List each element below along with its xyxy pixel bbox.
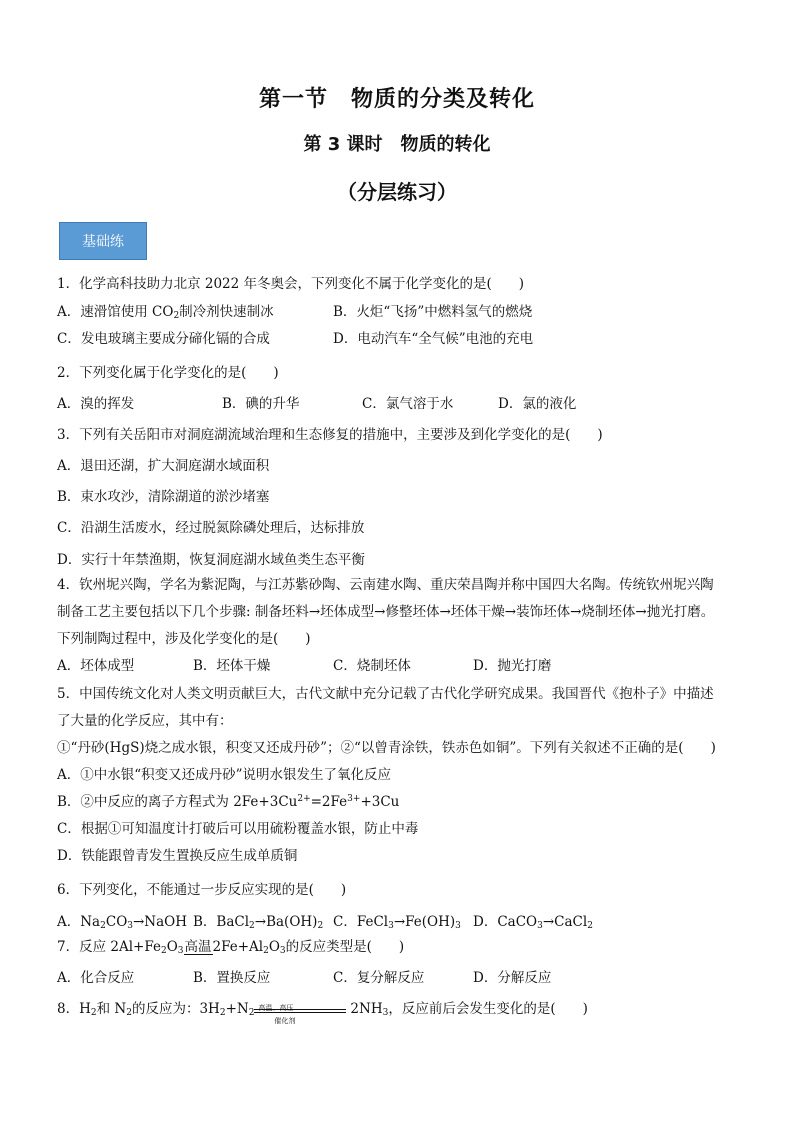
question-7-option-d: D．分解反应 xyxy=(473,970,552,986)
question-5-line-2: 了大量的化学反应，其中有： xyxy=(57,713,233,729)
practice-subtitle: （分层练习） xyxy=(337,180,457,204)
question-5-option-b: B．②中反应的离子方程式为 $2Fe+3Cu^{2+}=2Fe^{3+}+3Cu$ xyxy=(57,794,400,810)
question-5-line-1: 5．中国传统文化对人类文明贡献巨大，古代文献中充分记载了古代化学研究成果。我国晋代《抱朴子》中描述 xyxy=(57,686,714,702)
question-2-option-c: C．氯气溶于水 xyxy=(362,396,454,412)
question-5-option-d: D．铁能跟曾青发生置换反应生成单质铜 xyxy=(57,848,298,864)
question-1-option-d: D．电动汽车“全气候”电池的充电 xyxy=(333,331,534,347)
question-3-option-b: B．束水攻沙，清除湖道的淤沙堵塞 xyxy=(57,489,270,505)
question-6-stem: 6．下列变化，不能通过一步反应实现的是( ) xyxy=(57,882,347,898)
page-title: 第一节 物质的分类及转化 xyxy=(258,87,535,112)
question-7-option-c: C．复分解反应 xyxy=(333,970,425,986)
question-4-line-1: 4．钦州坭兴陶，学名为紫泥陶，与江苏紫砂陶、云南建水陶、重庆荣昌陶并称中国四大名陶。传统钦州坭兴陶 xyxy=(57,577,714,593)
question-2-stem: 2．下列变化属于化学变化的是( ) xyxy=(57,365,279,381)
question-2-option-a: A．溴的挥发 xyxy=(57,396,135,412)
question-6-option-b: B．$BaCl_2\to Ba(OH)_2$ xyxy=(193,914,324,931)
question-1-option-c: C．发电玻璃主要成分碲化镉的合成 xyxy=(57,331,270,347)
question-3-option-c: C．沿湖生活废水，经过脱氮除磷处理后，达标排放 xyxy=(57,520,365,536)
question-4-option-a: A．坯体成型 xyxy=(57,658,135,674)
question-6-option-c: C．$FeCl_3\to Fe(OH)_3$ xyxy=(333,914,461,931)
question-4-option-c: C．烧制坯体 xyxy=(333,658,411,674)
question-5-option-c: C．根据①可知温度计打破后可以用硫粉覆盖水银，防止中毒 xyxy=(57,821,419,837)
reaction-condition: 高温 xyxy=(184,939,212,955)
question-4-option-d: D．抛光打磨 xyxy=(473,658,552,674)
question-1-option-b: B．火炬“飞扬”中燃料氢气的燃烧 xyxy=(333,304,533,320)
question-1-option-a: A．速滑馆使用 $CO_2$制冷剂快速制冰 xyxy=(57,304,274,321)
question-2-option-b: B．碘的升华 xyxy=(222,396,300,412)
lesson-subtitle: 第 3 课时 物质的转化 xyxy=(303,134,491,155)
question-8-stem: 8．$H_2$和 $N_2$的反应为：$3H_2+N_2$ 高温、高压 催化剂 $2NH_3$，反应前后会发生变化的是( ) xyxy=(57,1001,588,1025)
question-3-option-a: A．退田还湖，扩大洞庭湖水域面积 xyxy=(57,458,270,474)
reversible-arrow: 高温、高压 催化剂 xyxy=(254,1001,350,1019)
question-6-option-a: A．$Na_2CO_3\to NaOH$ xyxy=(57,914,188,931)
question-5-option-a: A．①中水银“积变又还成丹砂”说明水银发生了氧化反应 xyxy=(57,767,392,783)
question-4-line-2: 制备工艺主要包括以下几个步骤: 制备坯料→坯体成型→修整坯体→坯体干燥→装饰坯体→烧制坯体→抛光打磨。 xyxy=(57,604,715,620)
question-7-stem: 7．反应 $2Al+Fe_2O_3$高温$2Fe+Al_2O_3$的反应类型是( ) xyxy=(57,939,405,956)
question-4-line-3: 下列制陶过程中，涉及化学变化的是( ) xyxy=(57,631,311,647)
question-7-option-b: B．置换反应 xyxy=(193,970,271,986)
question-3-option-d: D．实行十年禁渔期，恢复洞庭湖水域鱼类生态平衡 xyxy=(57,552,365,568)
question-4-option-b: B．坯体干燥 xyxy=(193,658,271,674)
section-badge: 基础练 xyxy=(59,222,147,260)
question-7-option-a: A．化合反应 xyxy=(57,970,135,986)
question-5-line-3: ①“丹砂(HgS)烧之成水银，积变又还成丹砂”；②“以曾青涂铁，铁赤色如铜”。下列有关叙述不正确的是( ) xyxy=(57,740,716,756)
question-1-stem: 1．化学高科技助力北京 2022 年冬奥会，下列变化不属于化学变化的是( ) xyxy=(57,276,525,292)
question-2-option-d: D．氯的液化 xyxy=(498,396,577,412)
question-6-option-d: D．CaCO$_3$→CaCl$_2$ xyxy=(473,914,593,931)
question-3-stem: 3．下列有关岳阳市对洞庭湖流域治理和生态修复的措施中，主要涉及到化学变化的是( ) xyxy=(57,427,603,443)
